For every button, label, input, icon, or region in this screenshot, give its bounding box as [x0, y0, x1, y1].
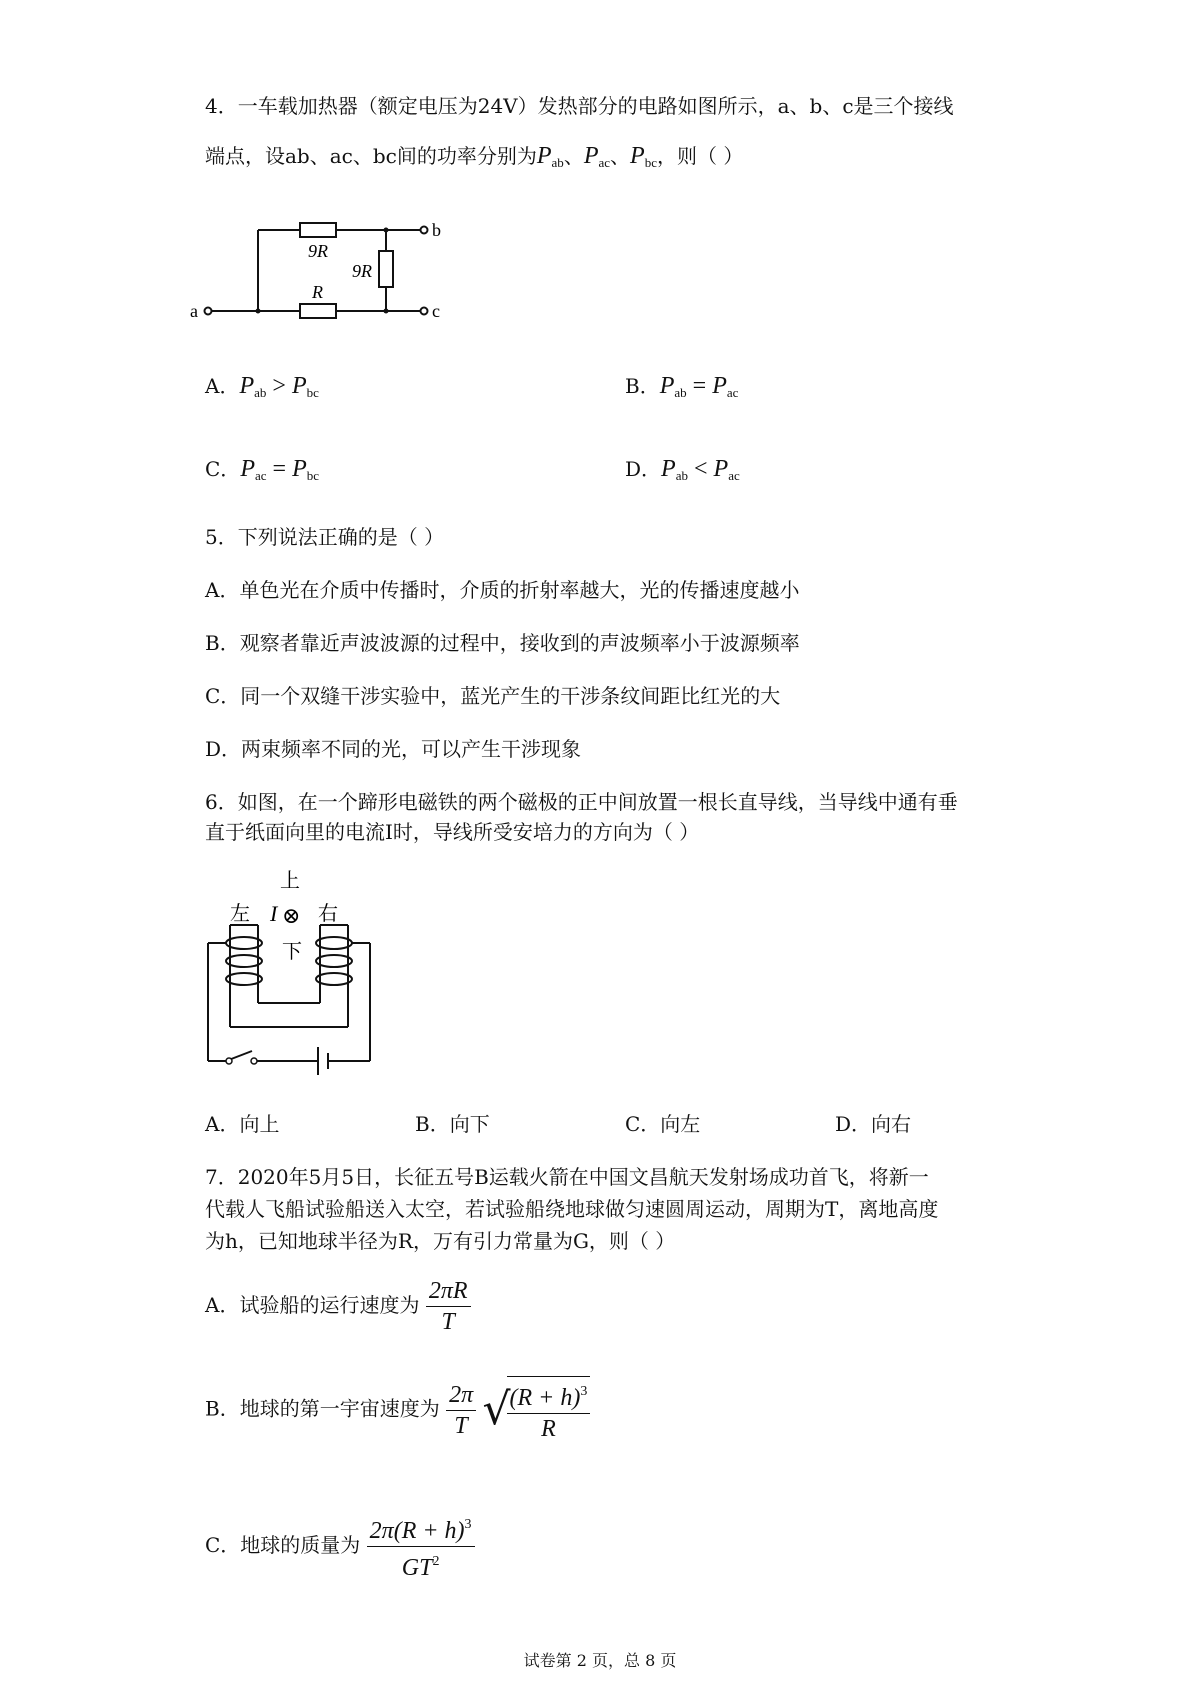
- q6-option-c[interactable]: C．向左: [625, 1112, 701, 1136]
- q4-option-c[interactable]: C．$P_{ac} = P_{bc}$: [205, 456, 320, 483]
- terminal-b: b: [432, 220, 441, 240]
- q5-option-c[interactable]: C．同一个双缝干涉实验中，蓝光产生的干涉条纹间距比红光的大: [205, 684, 781, 708]
- label-r: R: [312, 282, 323, 302]
- q7-option-a-fraction: $\frac{2\pi R}{T}$: [426, 1276, 471, 1337]
- q5-option-a[interactable]: A．单色光在介质中传播时，介质的折射率越大，光的传播速度越小: [205, 578, 800, 602]
- q6-option-d[interactable]: D．向右: [835, 1112, 912, 1136]
- q7-option-b-coefficient: $\frac{2\pi}{T}$: [446, 1380, 476, 1441]
- q4-stem-line2-prefix: 端点，设ab、ac、bc间的功率分别为: [205, 144, 537, 168]
- q7-option-a-text: A．试验船的运行速度为: [205, 1293, 420, 1317]
- q7-option-b-radicand: $\frac{(R + h)^3}{R}$: [507, 1376, 591, 1444]
- label-right: 右: [318, 903, 338, 925]
- q6-stem-line1: 6．如图，在一个蹄形电磁铁的两个磁极的正中间放置一根长直导线，当导线中通有垂: [205, 790, 958, 814]
- label-left: 左: [230, 903, 250, 925]
- q7-option-c-text: C．地球的质量为: [205, 1533, 361, 1557]
- q7-stem-line2: 代载人飞船试验船送入太空，若试验船绕地球做匀速圆周运动，周期为T，离地高度: [205, 1197, 939, 1221]
- q4-stem-line1: 4．一车载加热器（额定电压为24V）发热部分的电路如图所示，a、b、c是三个接线: [205, 94, 954, 118]
- separator: 、: [563, 144, 584, 168]
- q4-option-a[interactable]: A．$P_{ab} > P_{bc}$: [205, 373, 319, 400]
- q4-option-d[interactable]: D．$P_{ab} < P_{ac}$: [625, 456, 740, 483]
- terminal-a: a: [190, 301, 198, 321]
- q7-stem-line1: 7．2020年5月5日，长征五号B运载火箭在中国文昌航天发射场成功首飞，将新一: [205, 1165, 929, 1189]
- q5-option-d[interactable]: D．两束频率不同的光，可以产生干涉现象: [205, 737, 582, 761]
- page-footer: 试卷第 2 页，总 8 页: [523, 1651, 677, 1670]
- q7-option-b-text: B．地球的第一宇宙速度为: [205, 1396, 440, 1421]
- p-ab: $P_{ab}$: [536, 143, 564, 170]
- q7-option-c-fraction: $\frac{2\pi(R + h)^3}{GT^2}$: [367, 1510, 475, 1583]
- label-9r-right: 9R: [352, 261, 372, 281]
- q4-stem-line2-suffix: ，则（ ）: [656, 144, 744, 168]
- p-bc: $P_{bc}$: [630, 143, 657, 170]
- q7-option-c[interactable]: [205, 1510, 475, 1583]
- q4-stem-line2: [205, 142, 743, 177]
- q5-option-b[interactable]: B．观察者靠近声波波源的过程中，接收到的声波频率小于波源频率: [205, 631, 800, 655]
- q7-option-b[interactable]: [205, 1376, 590, 1444]
- label-current-i: I: [270, 901, 278, 926]
- label-9r-top: 9R: [308, 241, 328, 261]
- current-into-page-icon: ⊗: [282, 903, 301, 928]
- q6-stem-line2: 直于纸面向里的电流I时，导线所受安培力的方向为（ ）: [205, 820, 700, 844]
- p-ac: $P_{ac}$: [583, 143, 611, 170]
- sqrt-symbol: √: [482, 1384, 511, 1435]
- label-down: 下: [282, 941, 302, 963]
- q6-option-a[interactable]: A．向上: [205, 1112, 280, 1136]
- q7-stem-line3: 为h，已知地球半径为R，万有引力常量为G，则（ ）: [205, 1229, 676, 1253]
- q7-option-a[interactable]: [205, 1276, 471, 1337]
- q4-circuit-diagram: [190, 205, 460, 330]
- q4-option-b[interactable]: B．$P_{ab} = P_{ac}$: [625, 373, 739, 400]
- q6-electromagnet-figure: [200, 865, 390, 1090]
- terminal-c: c: [432, 301, 440, 321]
- label-up: 上: [280, 870, 300, 892]
- separator: 、: [610, 144, 631, 168]
- q5-stem: 5．下列说法正确的是（ ）: [205, 525, 445, 549]
- q6-option-b[interactable]: B．向下: [415, 1112, 490, 1136]
